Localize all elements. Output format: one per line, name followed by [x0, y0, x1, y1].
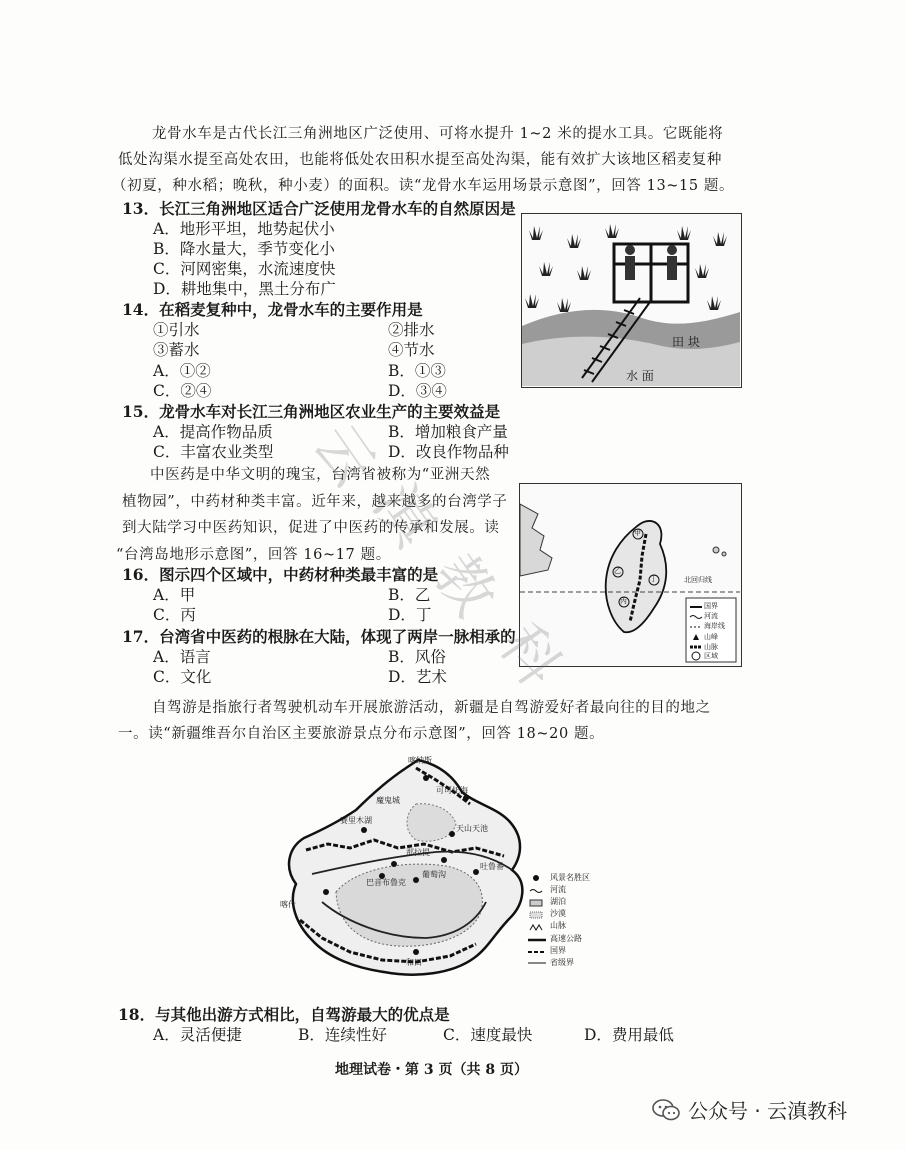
q14-item-3: ③蓄水 [153, 341, 200, 359]
q14-option-b: B．①③ [388, 362, 446, 380]
q16-option-d: D．丁 [388, 606, 432, 624]
place-kanas: 喀纳斯 [408, 756, 432, 765]
legend-national-border: 国界 [550, 946, 566, 955]
q13-option-b: B．降水量大，季节变化小 [153, 240, 335, 258]
legend-mountain: 山脉 [550, 921, 566, 930]
legend-provincial-border: 省级界 [550, 958, 574, 967]
legend-highway: 高速公路 [550, 934, 582, 943]
watermark-char-3: 教 [420, 541, 510, 629]
legend-desert: 沙漠 [550, 909, 566, 918]
tropic-label: 北回归线 [684, 576, 712, 584]
watermark-char-1: 云 [300, 411, 390, 499]
q14-option-c: C．②④ [153, 382, 212, 400]
place-turpan: 吐鲁番 [480, 862, 504, 871]
place-mogui: 魔鬼城 [376, 796, 400, 805]
q16-option-a: A．甲 [153, 586, 196, 604]
q15-stem: 15．龙骨水车对长江三角洲地区农业生产的主要效益是 [122, 402, 501, 421]
water-label: 水 面 [626, 369, 654, 383]
legend-coast: 海岸线 [704, 622, 725, 630]
q14-stem: 14．在稻麦复种中，龙骨水车的主要作用是 [122, 300, 423, 319]
taklamakan-desert [336, 864, 482, 946]
place-putaogou: 葡萄沟 [422, 870, 446, 879]
place-kashgar: 喀什 [280, 900, 296, 909]
watermark-char-2: 滇 [360, 471, 450, 559]
intro2-line4: “台湾岛地形示意图”，回答 16~17 题。 [116, 547, 391, 563]
q13-option-c: C．河网密集，水流速度快 [153, 260, 336, 278]
q13-stem: 13．长江三角洲地区适合广泛使用龙骨水车的自然原因是 [122, 199, 516, 218]
q17-option-d: D．艺术 [388, 668, 447, 686]
legend-scenic: 风景名胜区 [550, 873, 590, 882]
field-label: 田 块 [672, 335, 700, 349]
intro1-line2: 低处沟渠水提至高处农田，也能将低处农田积水提至高处沟渠，能有效扩大该地区稻麦复种 [118, 152, 722, 168]
legend-border: 国界 [704, 602, 718, 610]
waterwheel-scene-figure [521, 213, 742, 388]
place-keketuohai: 可可托海 [436, 786, 468, 795]
watermark-char-4: 科 [485, 611, 575, 699]
q13-option-d: D．耕地集中，黑土分布广 [153, 280, 336, 298]
legend-peak: 山峰 [704, 633, 718, 641]
q15-option-c: C．丰富农业类型 [153, 443, 274, 461]
page-footer: 地理试卷・第 3 页（共 8 页） [335, 1062, 528, 1078]
place-hotan: 和田 [406, 958, 422, 967]
q14-option-d: D．③④ [388, 382, 447, 400]
region-yi: 乙 [614, 567, 621, 575]
legend-lake: 湖泊 [550, 897, 566, 906]
q18-option-b: B．连续性好 [298, 1026, 387, 1044]
q14-item-2: ②排水 [388, 321, 435, 339]
legend-region: 区域 [704, 652, 718, 660]
intro1-line1: 龙骨水车是古代长江三角洲地区广泛使用、可将水提升 1~2 米的提水工具。它既能将 [152, 126, 724, 142]
q18-option-c: C．速度最快 [443, 1026, 533, 1044]
q17-option-c: C．文化 [153, 668, 212, 686]
place-sailimu: 赛里木湖 [340, 816, 372, 825]
small-island [722, 552, 726, 556]
q18-option-a: A．灵活便捷 [153, 1026, 242, 1044]
place-bayinbuluke: 巴音布鲁克 [366, 878, 406, 887]
q18-option-d: D．费用最低 [584, 1026, 674, 1044]
legend-river: 河流 [704, 612, 718, 620]
q16-option-c: C．丙 [153, 606, 196, 624]
q13-option-a: A．地形平坦，地势起伏小 [153, 220, 335, 238]
legend-range: 山脉 [704, 643, 718, 651]
q14-option-a: A．①② [153, 362, 211, 380]
brand-text: 公众号 · 云滇教科 [688, 1099, 848, 1123]
xinjiang-legend [528, 875, 546, 963]
q15-option-d: D．改良作物品种 [388, 443, 509, 461]
intro3-line2: 一。读“新疆维吾尔自治区主要旅游景点分布示意图”，回答 18~20 题。 [118, 726, 605, 742]
place-tianchi: 天山天池 [456, 824, 488, 833]
region-jia: 甲 [634, 529, 641, 537]
intro2-line3: 到大陆学习中医药知识，促进了中医药的传承和发展。读 [122, 520, 500, 536]
q14-item-4: ④节水 [388, 341, 435, 359]
q16-stem: 16．图示四个区域中，中药材种类最丰富的是 [122, 565, 439, 584]
intro1-line3: （初夏，种水稻；晚秋，种小麦）的面积。读“龙骨水车运用场景示意图”，回答 13~15 题。 [112, 178, 735, 194]
q14-item-1: ①引水 [153, 321, 200, 339]
wechat-brand [652, 1095, 847, 1124]
place-nalati: 那拉提 [406, 848, 430, 857]
q17-option-a: A．语言 [153, 648, 211, 666]
mainland-coast [520, 504, 552, 576]
q17-option-b: B．风俗 [388, 648, 446, 666]
legend-river-xj: 河流 [550, 885, 566, 894]
q17-stem: 17．台湾省中医药的根脉在大陆，体现了两岸一脉相承的 [122, 627, 516, 646]
waterwheel-scene-drawing [522, 214, 740, 386]
q16-option-b: B．乙 [388, 586, 431, 604]
q15-option-a: A．提高作物品质 [153, 423, 273, 441]
intro2-line1: 中医药是中华文明的瑰宝，台湾省被称为“亚洲天然 [150, 467, 491, 483]
region-bing: 丙 [620, 597, 627, 605]
small-island [713, 547, 719, 553]
intro2-line2: 植物园”，中药材种类丰富。近年来，越来越多的台湾学子 [122, 494, 508, 510]
intro3-line1: 自驾游是指旅行者驾驶机动车开展旅游活动，新疆是自驾游爱好者最向往的目的地之 [152, 700, 711, 716]
region-ding: 丁 [650, 575, 657, 583]
wechat-icon [652, 1098, 680, 1122]
q18-stem: 18．与其他出游方式相比，自驾游最大的优点是 [118, 1005, 450, 1024]
q15-option-b: B．增加粮食产量 [388, 423, 508, 441]
xinjiang-tourism-map [266, 752, 632, 996]
